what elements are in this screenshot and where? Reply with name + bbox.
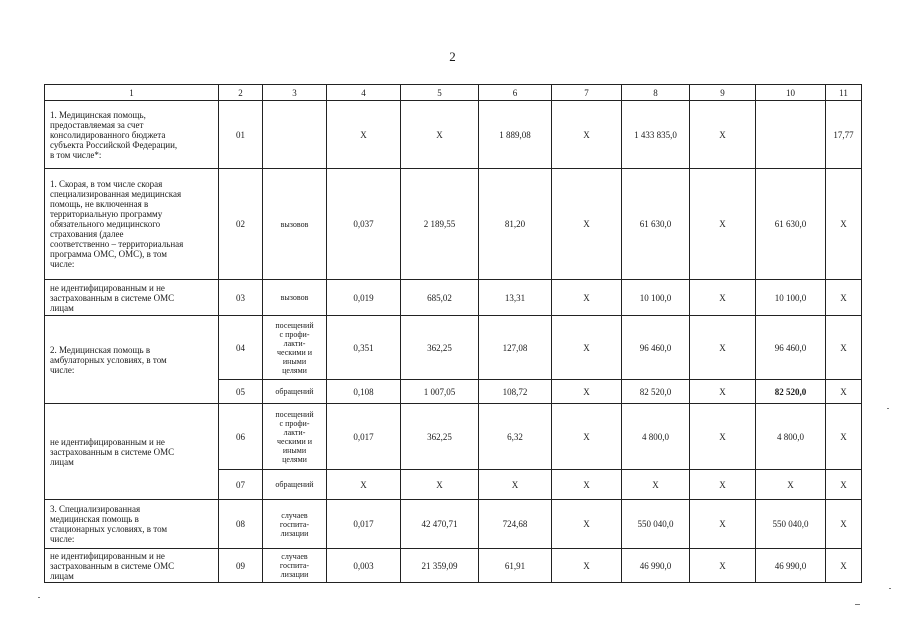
cell-col8: 61 630,0	[622, 169, 690, 280]
header-cell: 6	[479, 85, 552, 101]
cell-col6: 1 889,08	[479, 101, 552, 169]
row-description: 3. Специализированная медицинская помощь в стационарных условиях, в том числе:	[45, 500, 219, 549]
cell-col11: X	[826, 549, 862, 583]
cell-col6: 724,68	[479, 500, 552, 549]
header-cell: 9	[690, 85, 756, 101]
cell-col5: X	[401, 101, 479, 169]
scan-speck	[889, 588, 891, 589]
cell-col6: 13,31	[479, 280, 552, 316]
table-row	[45, 169, 862, 280]
cell-col9: X	[690, 404, 756, 470]
cell-col7: X	[552, 169, 622, 280]
row-code: 03	[219, 280, 263, 316]
cell-col6: X	[479, 470, 552, 500]
data-table	[44, 84, 862, 583]
cell-col9: X	[690, 101, 756, 169]
table-row	[45, 101, 862, 169]
row-unit: случаев госпита- лизации	[263, 549, 327, 583]
cell-col4: 0,017	[327, 404, 401, 470]
cell-col9: X	[690, 549, 756, 583]
cell-col6: 61,91	[479, 549, 552, 583]
cell-col8: 10 100,0	[622, 280, 690, 316]
cell-col5: 42 470,71	[401, 500, 479, 549]
row-unit: вызовов	[263, 280, 327, 316]
row-code: 04	[219, 316, 263, 380]
cell-col8: 82 520,0	[622, 380, 690, 404]
cell-col10: 550 040,0	[756, 500, 826, 549]
cell-col5: 362,25	[401, 404, 479, 470]
cell-col10: 10 100,0	[756, 280, 826, 316]
cell-col5: 2 189,55	[401, 169, 479, 280]
cell-col10: 82 520,0	[756, 380, 826, 404]
cell-col7: X	[552, 500, 622, 549]
cell-col11: X	[826, 380, 862, 404]
header-cell: 8	[622, 85, 690, 101]
cell-col10: 96 460,0	[756, 316, 826, 380]
cell-col10	[756, 101, 826, 169]
cell-col9: X	[690, 316, 756, 380]
cell-col8: X	[622, 470, 690, 500]
cell-col7: X	[552, 316, 622, 380]
row-unit: посещений с профи- лакти- ческими и иными целями	[263, 316, 327, 380]
cell-col6: 108,72	[479, 380, 552, 404]
header-cell: 3	[263, 85, 327, 101]
row-description: 1. Медицинская помощь, предоставляемая за счет консолидированного бюджета субъекта Российской Федерации, в том числе*:	[45, 101, 219, 169]
cell-col8: 96 460,0	[622, 316, 690, 380]
cell-col11: 17,77	[826, 101, 862, 169]
row-code: 08	[219, 500, 263, 549]
row-unit: обращений	[263, 470, 327, 500]
cell-col5: 362,25	[401, 316, 479, 380]
header-cell: 10	[756, 85, 826, 101]
page-number: 2	[449, 49, 456, 64]
header-cell: 5	[401, 85, 479, 101]
cell-col10: 4 800,0	[756, 404, 826, 470]
scan-speck	[887, 408, 889, 409]
scan-speck	[38, 597, 40, 598]
cell-col9: X	[690, 500, 756, 549]
cell-col11: X	[826, 169, 862, 280]
cell-col4: X	[327, 470, 401, 500]
table-row	[45, 280, 862, 316]
row-code: 06	[219, 404, 263, 470]
cell-col4: 0,003	[327, 549, 401, 583]
row-unit: обращений	[263, 380, 327, 404]
row-code: 07	[219, 470, 263, 500]
cell-col5: 685,02	[401, 280, 479, 316]
row-description: 2. Медицинская помощь в амбулаторных условиях, в том числе:	[45, 316, 219, 404]
row-unit	[263, 101, 327, 169]
cell-col6: 127,08	[479, 316, 552, 380]
row-code: 01	[219, 101, 263, 169]
cell-col9: X	[690, 380, 756, 404]
row-description: не идентифицированным и не застрахованным в системе ОМС лицам	[45, 549, 219, 583]
cell-col5: 21 359,09	[401, 549, 479, 583]
cell-col10: X	[756, 470, 826, 500]
scan-speck	[855, 604, 860, 605]
cell-col7: X	[552, 404, 622, 470]
cell-col9: X	[690, 470, 756, 500]
cell-col8: 4 800,0	[622, 404, 690, 470]
cell-col7: X	[552, 101, 622, 169]
table-row	[45, 500, 862, 549]
cell-col7: X	[552, 280, 622, 316]
cell-col8: 1 433 835,0	[622, 101, 690, 169]
cell-col9: X	[690, 280, 756, 316]
cell-col6: 81,20	[479, 169, 552, 280]
row-unit: вызовов	[263, 169, 327, 280]
row-unit: посещений с профи- лакти- ческими и иными целями	[263, 404, 327, 470]
cell-col11: X	[826, 500, 862, 549]
cell-col10: 46 990,0	[756, 549, 826, 583]
cell-col4: 0,108	[327, 380, 401, 404]
header-cell: 1	[45, 85, 219, 101]
header-cell: 7	[552, 85, 622, 101]
cell-col5: 1 007,05	[401, 380, 479, 404]
cell-col4: 0,037	[327, 169, 401, 280]
row-code: 09	[219, 549, 263, 583]
table-row	[45, 404, 862, 470]
cell-col8: 550 040,0	[622, 500, 690, 549]
cell-col7: X	[552, 380, 622, 404]
cell-col10: 61 630,0	[756, 169, 826, 280]
header-cell: 2	[219, 85, 263, 101]
row-description: 1. Скорая, в том числе скорая специализированная медицинская помощь, не включенная в территориальную программу обязательного медицинского страхования (далее соответственно – территориальная программа ОМС, ОМС), в том числе:	[45, 169, 219, 280]
cell-col4: 0,351	[327, 316, 401, 380]
cell-col11: X	[826, 316, 862, 380]
row-unit: случаев госпита- лизации	[263, 500, 327, 549]
cell-col11: X	[826, 280, 862, 316]
cell-col9: X	[690, 169, 756, 280]
table-row	[45, 316, 862, 380]
cell-col5: X	[401, 470, 479, 500]
cell-col7: X	[552, 549, 622, 583]
table-row	[45, 549, 862, 583]
header-cell: 4	[327, 85, 401, 101]
header-cell: 11	[826, 85, 862, 101]
row-description: не идентифицированным и не застрахованным в системе ОМС лицам	[45, 404, 219, 500]
row-description: не идентифицированным и не застрахованным в системе ОМС лицам	[45, 280, 219, 316]
cell-col6: 6,32	[479, 404, 552, 470]
cell-col11: X	[826, 404, 862, 470]
cell-col8: 46 990,0	[622, 549, 690, 583]
cell-col4: 0,019	[327, 280, 401, 316]
cell-col4: X	[327, 101, 401, 169]
cell-col4: 0,017	[327, 500, 401, 549]
row-code: 02	[219, 169, 263, 280]
table-header-row	[45, 85, 862, 101]
cell-col11: X	[826, 470, 862, 500]
cell-col7: X	[552, 470, 622, 500]
row-code: 05	[219, 380, 263, 404]
